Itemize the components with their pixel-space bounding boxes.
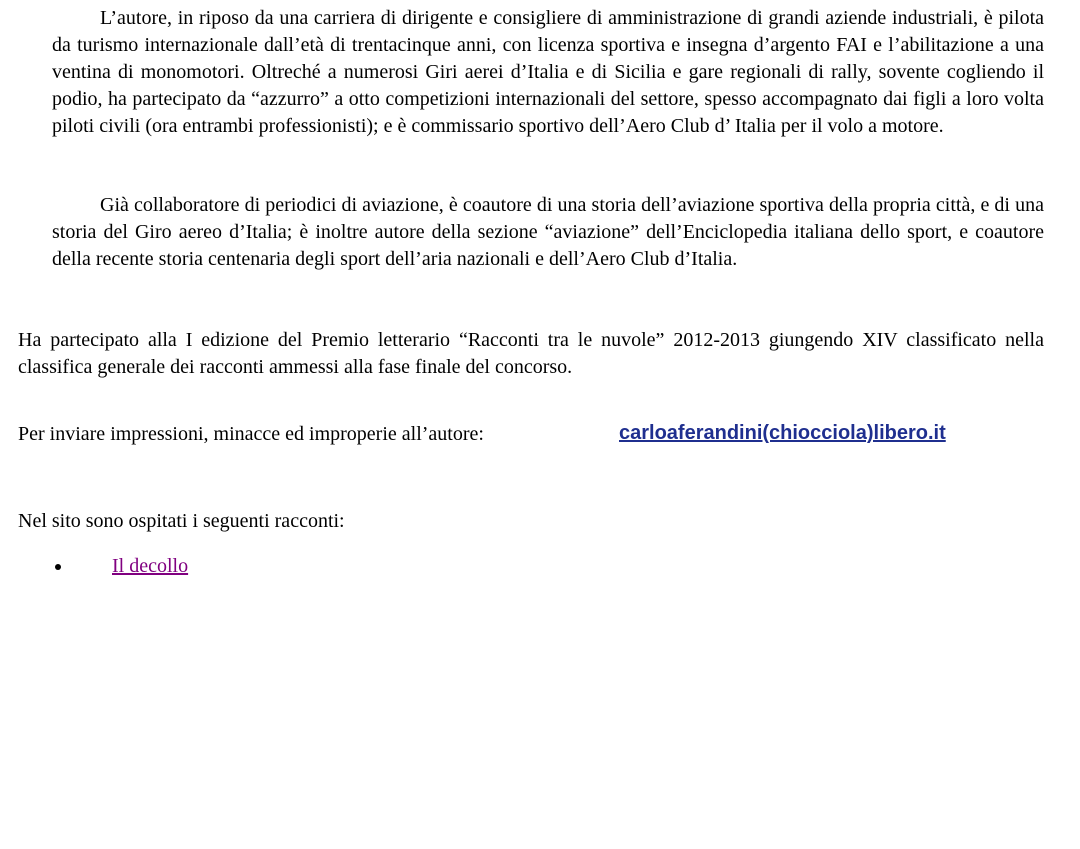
contact-label: Per inviare impressioni, minacce ed improperie all’autore: xyxy=(18,423,484,445)
story-link-il-decollo[interactable]: Il decollo xyxy=(112,555,189,577)
author-bio-paragraph-1: L’autore, in riposo da una carriera di dirigente e consigliere di amministrazione di grandi aziende industriali, è pilota da turismo internazionale dall’età di trentacinque anni, con licenza sportiva e insegna d’argento FAI e l’abilitazione a una ventina di monomotori. Oltreché a numerosi Giri aerei d’Italia e di Sicilia e gare regionali di rally, sovente cogliendo il podio, ha partecipato da “azzurro” a otto competizioni internazionali del settore, spesso accompagnato dai figli a loro volta piloti civili (ora entrambi professionisti); e è commissario sportivo dell’Aero Club d’ Italia per il volo a motore. xyxy=(52,7,1044,137)
stories-intro: Nel sito sono ospitati i seguenti racconti: xyxy=(18,510,345,532)
author-email-link[interactable]: carloaferandini(chiocciola)libero.it xyxy=(619,422,946,444)
award-paragraph: Ha partecipato alla I edizione del Premio letterario “Racconti tra le nuvole” 2012-2013 giungendo XIV classificato nella classifica generale dei racconti ammessi alla fase finale del concorso. xyxy=(18,329,1044,378)
bullet-icon xyxy=(55,564,61,570)
author-bio-paragraph-2: Già collaboratore di periodici di aviazione, è coautore di una storia dell’aviazione sportiva della propria città, e di una storia del Giro aereo d’Italia; è inoltre autore della sezione “aviazione” dell’Enciclopedia italiana dello sport, e coautore della recente storia centenaria degli sport dell’aria nazionali e dell’Aero Club d’Italia. xyxy=(52,194,1044,270)
